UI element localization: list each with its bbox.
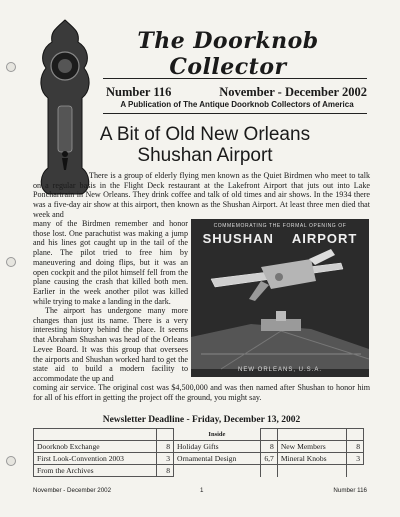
- publication-rule: [103, 113, 367, 114]
- contents-page: 8: [260, 441, 277, 453]
- contents-page: 8: [157, 465, 174, 477]
- issue-number: Number 116: [106, 85, 172, 99]
- newsletter-deadline: Newsletter Deadline - Friday, December 13, 2002: [102, 415, 301, 425]
- contents-item: Doorknob Exchange: [34, 441, 157, 453]
- contents-item: Mineral Knobs: [277, 453, 346, 465]
- photo-title-left: SHUSHAN: [202, 231, 274, 246]
- footer-page-number: 1: [200, 487, 204, 494]
- table-row: [34, 465, 364, 477]
- contents-item: New Members: [277, 441, 346, 453]
- article-paragraph-1-continued: many of the Birdmen remember and honor those lost. One parachutist was making a jump and his lines got caught up in the tail of the plane. The pilot tried to free him by maneuvering and doing flips, but it was an open cockpit and the pilot himself fell from the plane causing the crash that killed both men. Earlier in the week another pilot was killed while trying to make a landing in the dark.: [33, 219, 188, 306]
- contents-page: 6,7: [260, 453, 277, 465]
- contents-page: 3: [347, 453, 364, 465]
- article-paragraph-1: There is a group of elderly flying men known as the Quiet Birdmen who meet to talk on a regular basis in the Flight Deck restaurant at the Lakefront Airport that juts out into Lake Ponchartrain in New Orleans. They drink coffee and talk of old times and air shows. In the 1934 there was a five-day air show at this airport, then known as the Shushan Airport. At least three men died that week and: [33, 171, 370, 219]
- masthead-rule: [103, 78, 367, 79]
- binder-hole: [6, 257, 16, 267]
- headline-line-1: A Bit of Old New Orleans: [99, 124, 311, 145]
- contents-page: 8: [347, 441, 364, 453]
- footer-left: November - December 2002: [33, 487, 112, 494]
- inside-header: Inside: [208, 430, 226, 438]
- photo-bottom-caption: NEW ORLEANS, U.S.A.: [237, 367, 322, 373]
- contents-page: 8: [157, 441, 174, 453]
- contents-item: Holiday Gifts: [174, 441, 261, 453]
- airport-photo: [191, 219, 369, 377]
- photo-top-caption: COMMEMORATING THE FORMAL OPENING OF: [213, 223, 347, 229]
- contents-item: First Look-Convention 2003: [34, 453, 157, 465]
- inside-contents-table: [33, 428, 364, 477]
- masthead-title: The Doorknob Collector: [137, 28, 319, 80]
- photo-title-right: AIRPORT: [291, 231, 358, 246]
- binder-hole: [6, 62, 16, 72]
- contents-item: From the Archives: [34, 465, 157, 477]
- article-paragraph-2: The airport has undergone many more changes than just its name. There is a very interesting history behind the place. It seems that Abraham Shushan was head of the Orleans Levee Board. It was this group that oversees the airports and Shushan worked hard to get the state aid to build a modern facility to accommodate the up and: [33, 306, 188, 383]
- table-row: [34, 441, 364, 453]
- article-paragraph-2-continued: coming air service. The original cost was $4,500,000 and was then named after Shushan to honor him for all of his effort in getting the project off the ground, you might say.: [33, 383, 370, 402]
- contents-page: 3: [157, 453, 174, 465]
- issue-dates: November - December 2002: [219, 85, 367, 99]
- binder-hole: [6, 456, 16, 466]
- publication-line: A Publication of The Antique Doorknob Collectors of America: [120, 100, 354, 109]
- table-row: [34, 453, 364, 465]
- footer-right: Number 116: [333, 487, 367, 494]
- airport-illustration: [191, 219, 369, 377]
- headline-line-2: Shushan Airport: [137, 145, 273, 166]
- contents-item: Ornamental Design: [174, 453, 261, 465]
